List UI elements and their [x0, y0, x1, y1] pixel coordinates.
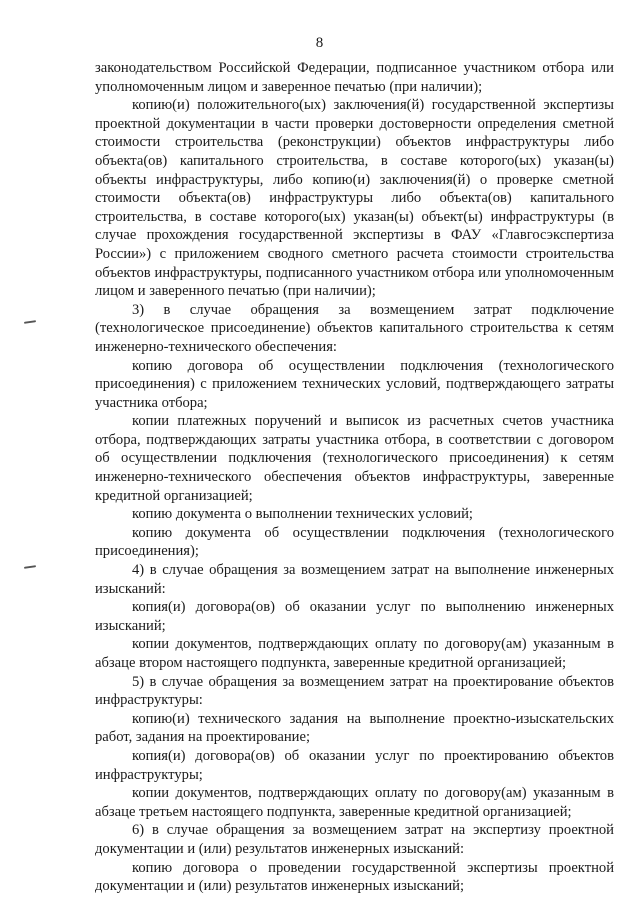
margin-mark [24, 565, 36, 569]
paragraph-design-payment: копии документов, подтверждающих оплату по договору(ам) указанным в абзаце третьем настоящего подпункта, заверенные кредитной организацией; [95, 785, 614, 820]
paragraph-payment-orders: копии платежных поручений и выписок из расчетных счетов участника отбора, подтверждающих затраты участника отбора, в соответствии с договором об осуществлении подключения (технологического присоединения) к сетям инженерно-технического обеспечения объектов инфраструктуры, заверенные кредитной организацией; [95, 413, 614, 504]
paragraph-technical-conditions: копию документа о выполнении технических условий; [132, 506, 473, 523]
paragraph-expertise-copy: копию(и) положительного(ых) заключения(й) государственной экспертизы проектной документации в части проверки достоверности определения сметной стоимости строительства (реконструкции) объектов инфраструктуры либо объекта(ов) капитального строительства, в составе которого(ых) указан(ы) объекты инфраструктуры, либо копию(и) заключения(й) о проверке сметной стоимости объекта(ов) инфраструктуры либо объекта(ов) капитального строительства, в составе которого(ых) указан(ы) объект(ы) инфраструктуры (в случае прохождения государственной экспертизы в ФАУ «Главгосэкспертиза России») с приложением сводного сметного расчета стоимости строительства объектов инфраструктуры, подписанного участником отбора или уполномоченным лицом и заверенного печатью (при наличии); [95, 97, 614, 300]
page-number: 8 [315, 35, 324, 51]
paragraph-item-5: 5) в случае обращения за возмещением затрат на проектирование объектов инфраструктуры: [95, 673, 614, 709]
paragraph-continuation: законодательством Российской Федерации, подписанное участником отбора или уполномоченным лицом и заверенное печатью (при наличии); [95, 60, 614, 95]
paragraph-item-4: 4) в случае обращения за возмещением затрат на выполнение инженерных изысканий: [95, 562, 614, 597]
paragraph-technical-task: копию(и) технического задания на выполнение проектно-изыскательских работ, задания на проектирование; [95, 710, 614, 746]
paragraph-item-3: 3) в случае обращения за возмещением затрат подключение (технологическое присоединение) объектов капитального строительства к сетям инженерно-технического обеспечения: [95, 301, 614, 355]
paragraph-design-contract: копия(и) договора(ов) об оказании услуг по проектированию объектов инфраструктуры; [95, 747, 614, 783]
document-body [95, 59, 614, 896]
paragraph-item-6: 6) в случае обращения за возмещением затрат на экспертизу проектной документации и (или) результатов инженерных изысканий: [95, 822, 614, 857]
paragraph-connection-document: копию документа об осуществлении подключения (технологического присоединения); [95, 524, 614, 560]
paragraph-expertise-contract: копию договора о проведении государственной экспертизы проектной документации и (или) результатов инженерных изысканий; [95, 859, 614, 895]
paragraph-survey-payment: копии документов, подтверждающих оплату по договору(ам) указанным в абзаце втором настоящего подпункта, заверенные кредитной организацией; [95, 636, 614, 671]
paragraph-survey-contract: копия(и) договора(ов) об оказании услуг по выполнению инженерных изысканий; [95, 599, 614, 634]
paragraph-connection-contract: копию договора об осуществлении подключения (технологического присоединения) с приложением технических условий, подтверждающего затраты участника отбора; [95, 357, 614, 411]
margin-mark [24, 320, 36, 324]
